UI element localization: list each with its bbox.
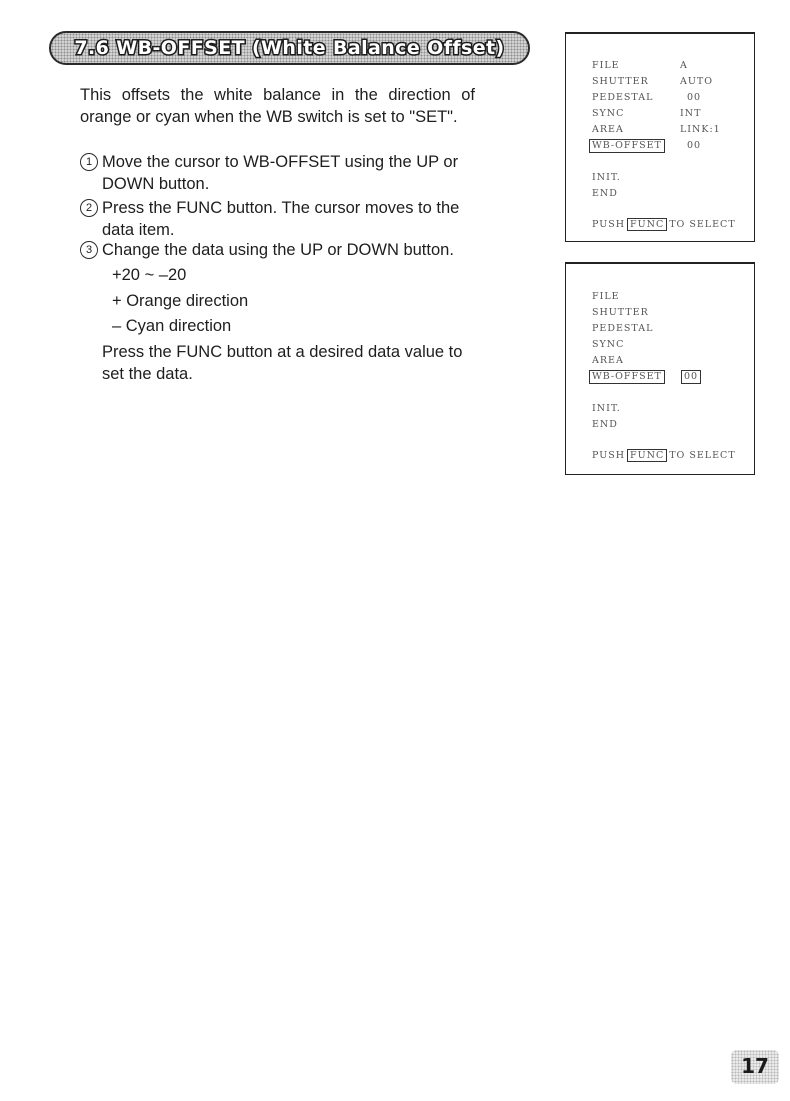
menu-wb-offset-value-cursor: 00 <box>681 370 701 384</box>
page-number-badge <box>731 1050 779 1084</box>
menu-push-line <box>592 450 736 462</box>
func-key-label: FUNC <box>627 449 667 462</box>
menu-shutter-value: AUTO <box>680 76 713 87</box>
push-label: PUSH <box>592 219 626 230</box>
menu-sync-value: INT <box>680 108 702 119</box>
section-title: 7.6 WB-OFFSET (White Balance Offset) <box>74 37 505 59</box>
func-key-label: FUNC <box>627 218 667 231</box>
menu-push-line <box>592 219 736 231</box>
menu-end-label: END <box>592 419 618 430</box>
menu-init-label: INIT. <box>592 403 621 414</box>
step-number: 2 <box>80 199 98 217</box>
menu-pedestal-label: PEDESTAL <box>592 92 654 103</box>
menu-sync-label: SYNC <box>592 339 625 350</box>
step-text: Change the data using the UP or DOWN button. <box>102 241 454 259</box>
menu-area-value: LINK:1 <box>680 124 721 135</box>
menu-pedestal-value: 00 <box>687 92 702 103</box>
final-note: Press the FUNC button at a desired data value to set the data. <box>102 343 463 383</box>
select-label: TO SELECT <box>669 450 736 461</box>
range-values: +20 ~ –20 <box>112 266 187 284</box>
range-plus-orange: + Orange direction <box>112 292 249 310</box>
menu-screen-2 <box>565 262 755 475</box>
menu-wb-offset-cursor: WB-OFFSET <box>589 139 665 153</box>
intro-paragraph: This offsets the white balance in the direction of orange or cyan when the WB switch is set to "SET". <box>80 86 475 126</box>
range-minus-cyan: – Cyan direction <box>112 317 232 335</box>
menu-file-label: FILE <box>592 291 620 302</box>
menu-init-label: INIT. <box>592 172 621 183</box>
section-title-banner <box>49 31 530 65</box>
menu-screen-1 <box>565 32 755 242</box>
push-label: PUSH <box>592 450 626 461</box>
menu-sync-label: SYNC <box>592 108 625 119</box>
menu-wb-offset-label: WB-OFFSET <box>589 370 665 384</box>
menu-file-value: A <box>680 60 688 71</box>
select-label: TO SELECT <box>669 219 736 230</box>
menu-end-label: END <box>592 188 618 199</box>
menu-area-label: AREA <box>592 124 624 135</box>
step-number: 1 <box>80 153 98 171</box>
menu-file-label: FILE <box>592 60 620 71</box>
menu-area-label: AREA <box>592 355 624 366</box>
menu-shutter-label: SHUTTER <box>592 76 649 87</box>
menu-pedestal-label: PEDESTAL <box>592 323 654 334</box>
page-number: 17 <box>741 1054 769 1078</box>
step-text: Move the cursor to WB-OFFSET using the UP or DOWN button. <box>102 153 459 193</box>
menu-shutter-label: SHUTTER <box>592 307 649 318</box>
step-number: 3 <box>80 241 98 259</box>
step-text: Press the FUNC button. The cursor moves to the data item. <box>102 199 460 239</box>
menu-wb-offset-value: 00 <box>687 140 702 151</box>
